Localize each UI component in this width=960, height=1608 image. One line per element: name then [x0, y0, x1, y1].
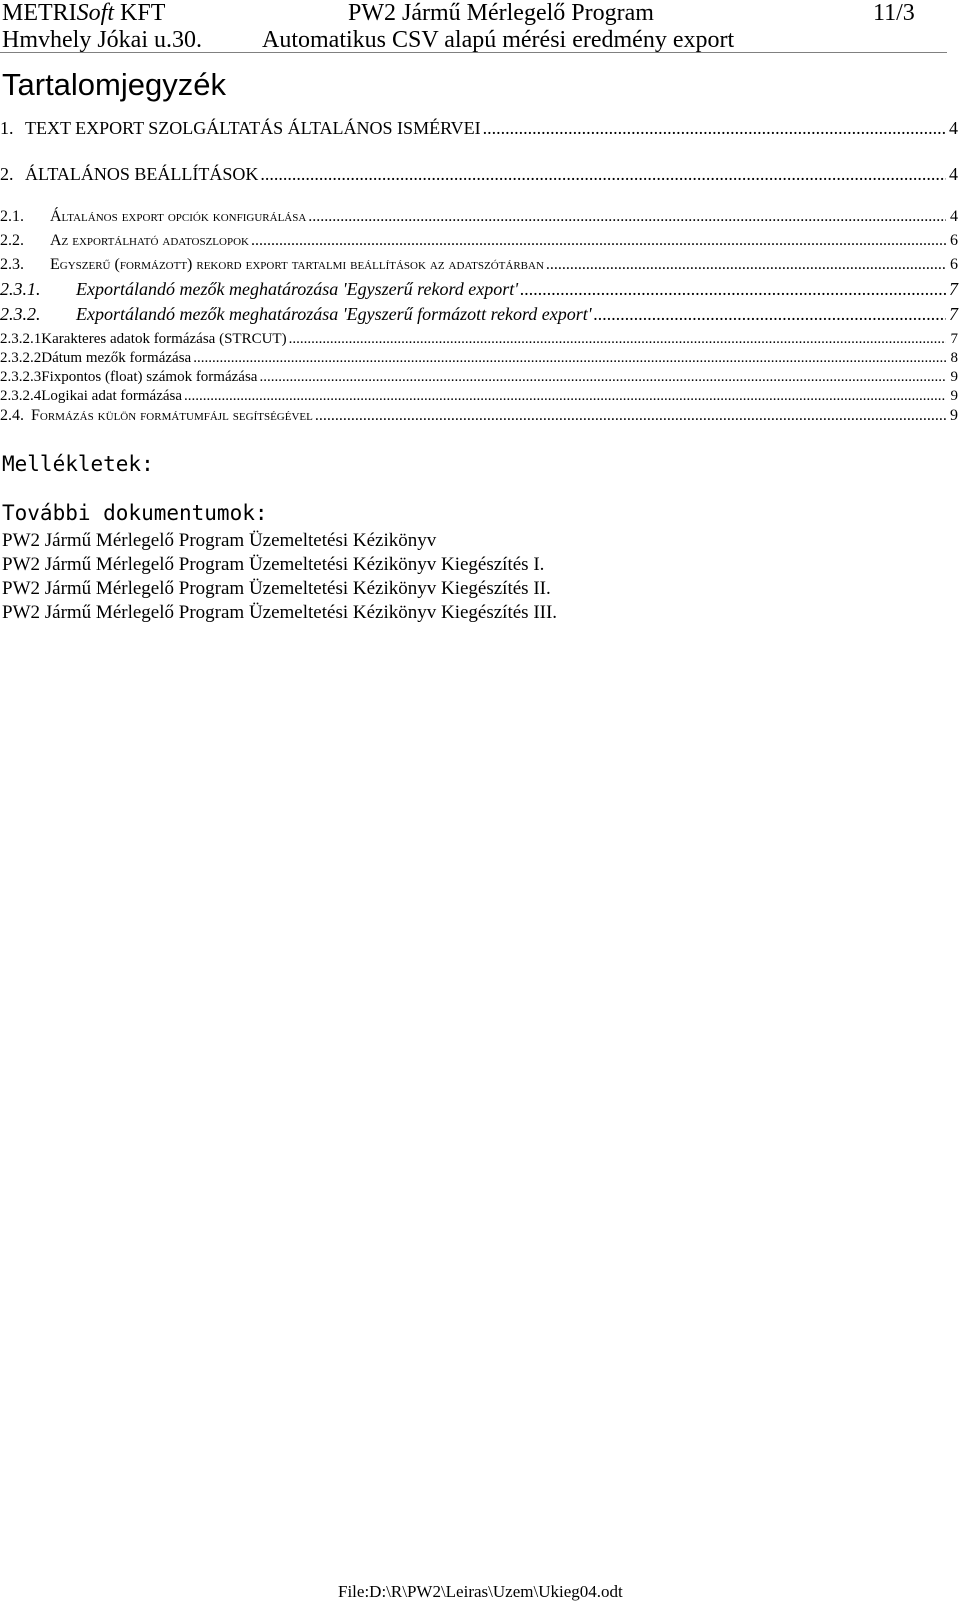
toc-leader-dots [546, 255, 946, 275]
toc-entry-text: Egyszerű (formázott) rekord export tartalmi beállítások az adatszótárban [50, 256, 544, 273]
toc-leader-dots [259, 368, 946, 386]
toc-leader-dots [251, 231, 946, 251]
document-subtitle: Automatikus CSV alapú mérési eredmény export [262, 27, 735, 53]
toc-entry-text: Dátum mezők formázása [41, 350, 192, 366]
toc-entry-text: TEXT EXPORT SZOLGÁLTATÁS ÁLTALÁNOS ISMÉRVEI [25, 118, 481, 138]
toc-entry-text: Az exportálható adatoszlopok [50, 232, 249, 249]
toc-leader-dots [260, 164, 946, 184]
toc-entry-text: Exportálandó mezők meghatározása 'Egyszerű formázott rekord export' [76, 304, 592, 324]
toc-leader-dots [184, 387, 946, 405]
toc-entry-page: 7 [950, 331, 958, 347]
toc-entry[interactable]: 2.3. Egyszerű (formázott) rekord export tartalmi beállítások az adatszótárban ..... 6 [0, 255, 958, 275]
toc-entry-text: ÁLTALÁNOS BEÁLLÍTÁSOK [25, 164, 259, 184]
toc-entry[interactable]: 2.3.2.3 Fixpontos (float) számok formázása ..... 9 [0, 368, 958, 386]
further-docs-heading: További dokumentumok: [2, 501, 268, 525]
toc-entry-page: 9 [950, 369, 958, 385]
further-doc-item: PW2 Jármű Mérlegelő Program Üzemeltetési Kézikönyv Kiegészítés II. [2, 578, 551, 599]
company-name: METRISoft KFT [2, 0, 166, 26]
toc-entry-page: 4 [949, 118, 958, 138]
toc-leader-dots [315, 406, 946, 426]
toc-entry-page: 7 [949, 279, 958, 299]
appendices-heading: Mellékletek: [2, 452, 154, 476]
toc-leader-dots [594, 304, 946, 324]
toc-entry[interactable]: 2.4. Formázás külön formátumfájl segítségével ..... 9 [0, 406, 958, 426]
toc-entry-text: Formázás külön formátumfájl segítségével [31, 407, 313, 424]
toc-leader-dots [520, 279, 946, 299]
toc-entry-page: 6 [950, 232, 958, 249]
toc-entry-page: 9 [950, 388, 958, 404]
toc-entry-page: 6 [950, 256, 958, 273]
toc-entry[interactable]: 2.3.2.4 Logikai adat formázása ..... 9 [0, 387, 958, 405]
program-name: PW2 Jármű Mérlegelő Program [348, 0, 654, 26]
further-doc-item: PW2 Jármű Mérlegelő Program Üzemeltetési Kézikönyv Kiegészítés III. [2, 602, 558, 623]
toc-entry-text: Exportálandó mezők meghatározása 'Egyszerű rekord export' [76, 279, 519, 299]
toc-title: Tartalomjegyzék [2, 67, 226, 102]
toc-entry[interactable]: 2.3.1. Exportálandó mezők meghatározása 'Egyszerű rekord export' ..... 7 [0, 279, 958, 299]
further-doc-item: PW2 Jármű Mérlegelő Program Üzemeltetési Kézikönyv Kiegészítés I. [2, 554, 545, 575]
page-number: 11/3 [873, 0, 915, 26]
toc-entry-page: 4 [950, 208, 958, 225]
toc-entry-text: Karakteres adatok formázása (STRCUT) [41, 331, 287, 347]
toc-entry[interactable]: 2.1. Általános export opciók konfigurálása ..... 4 [0, 207, 958, 227]
further-doc-item: PW2 Jármű Mérlegelő Program Üzemeltetési Kézikönyv [2, 530, 437, 551]
toc-entry[interactable]: 2.3.2. Exportálandó mezők meghatározása 'Egyszerű formázott rekord export' ..... 7 [0, 304, 958, 324]
toc-entry-page: 7 [949, 304, 958, 324]
toc-entry[interactable]: 1. TEXT EXPORT SZOLGÁLTATÁS ÁLTALÁNOS ISMÉRVEI ..... 4 [0, 118, 958, 138]
toc-leader-dots [308, 207, 946, 227]
toc-leader-dots [193, 349, 946, 367]
toc-entry-text: Általános export opciók konfigurálása [50, 208, 307, 225]
toc-entry-page: 8 [950, 350, 958, 366]
toc-leader-dots [483, 118, 946, 138]
toc-entry-text: Logikai adat formázása [41, 388, 183, 404]
toc-entry[interactable]: 2.3.2.1 Karakteres adatok formázása (STRCUT) ..... 7 [0, 330, 958, 348]
footer-file-path: File:D:\R\PW2\Leiras\Uzem\Ukieg04.odt [338, 1582, 623, 1601]
toc-entry[interactable]: 2.2. Az exportálható adatoszlopok ..... 6 [0, 231, 958, 251]
toc-entry-text: Fixpontos (float) számok formázása [41, 369, 258, 385]
company-address: Hmvhely Jókai u.30. [2, 27, 202, 53]
toc-entry-page: 4 [949, 164, 958, 184]
toc-leader-dots [289, 330, 946, 348]
page-header [0, 0, 947, 53]
toc-entry-page: 9 [950, 407, 958, 424]
toc-entry[interactable]: 2. ÁLTALÁNOS BEÁLLÍTÁSOK ..... 4 [0, 164, 958, 184]
toc-entry[interactable]: 2.3.2.2 Dátum mezők formázása ..... 8 [0, 349, 958, 367]
